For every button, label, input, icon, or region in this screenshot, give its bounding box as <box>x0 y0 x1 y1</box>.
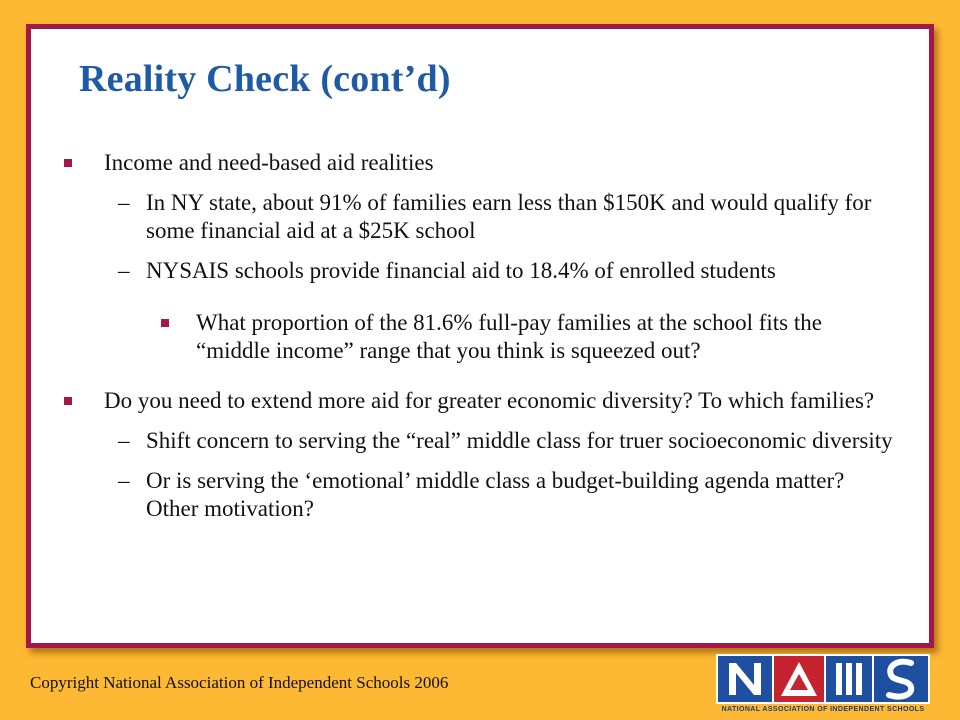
sub-bullet-text: In NY state, about 91% of families earn less than $150K and would qualify for some financial aid at a $25K school <box>146 190 872 243</box>
dash-marker: – <box>118 258 130 283</box>
slide-title: Reality Check (cont’d) <box>79 58 451 100</box>
triple-bar-icon <box>832 659 866 699</box>
square-bullet-icon <box>161 319 169 327</box>
bullet-item <box>64 387 894 415</box>
dash-marker: – <box>118 428 130 453</box>
bullet-text: Do you need to extend more aid for greater economic diversity? To which families? <box>104 388 875 413</box>
logo-tile-i <box>824 654 874 704</box>
copyright-text: Copyright National Association of Independent Schools 2006 <box>30 673 449 692</box>
dash-marker: – <box>118 190 130 215</box>
logo-tile-s <box>872 654 930 704</box>
sub-bullet-text: Or is serving the ‘emotional’ middle class a budget-building agenda matter? Other motivation? <box>146 468 845 521</box>
sub-bullet-item <box>64 189 894 245</box>
slide-content <box>64 149 894 535</box>
swirl-s-icon <box>881 657 921 701</box>
sub-bullet-item <box>64 427 894 455</box>
letter-n-icon <box>725 659 765 699</box>
logo-tile-n <box>716 654 774 704</box>
dash-marker: – <box>118 468 130 493</box>
square-bullet-icon <box>64 159 72 167</box>
bullet-text: Income and need-based aid realities <box>104 150 434 175</box>
square-bullet-icon <box>64 397 72 405</box>
sub-bullet-item <box>64 257 894 285</box>
slide-panel <box>26 24 934 648</box>
nested-bullet-text: What proportion of the 81.6% full-pay families at the school fits the “middle income” range that you think is squeezed out? <box>196 310 822 363</box>
triangle-a-icon <box>779 659 819 699</box>
sub-bullet-text: Shift concern to serving the “real” middle class for truer socioeconomic diversity <box>146 428 893 453</box>
sub-bullet-text: NYSAIS schools provide financial aid to 18.4% of enrolled students <box>146 258 776 283</box>
sub-bullet-item <box>64 467 894 523</box>
nested-bullet-item <box>64 309 894 365</box>
bullet-item <box>64 149 894 177</box>
nais-logo <box>716 654 930 716</box>
logo-tile-a <box>772 654 826 704</box>
logo-caption: NATIONAL ASSOCIATION OF INDEPENDENT SCHOOLS <box>721 706 925 713</box>
